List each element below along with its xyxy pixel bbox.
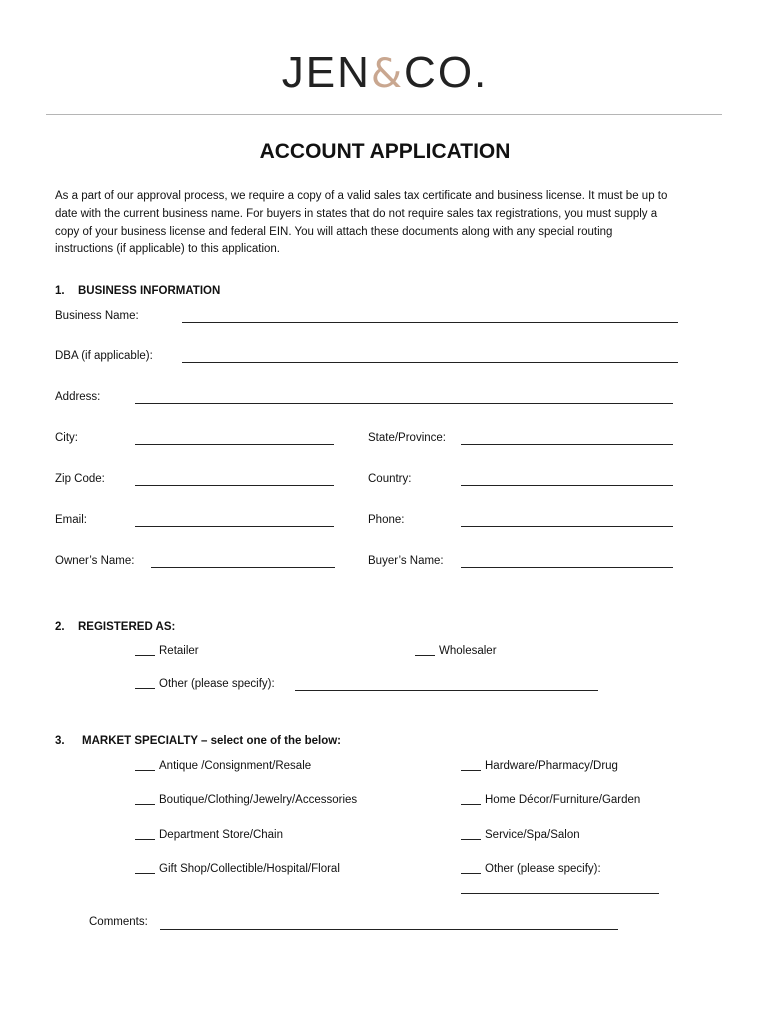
logo-ampersand: & — [370, 51, 405, 97]
business-name-label: Business Name: — [55, 310, 139, 322]
other-specialty-field[interactable] — [461, 893, 659, 894]
option-department-store[interactable] — [135, 829, 283, 841]
city-label: City: — [55, 432, 78, 444]
section-2-heading: REGISTERED AS: — [78, 621, 176, 633]
option-home-decor[interactable] — [461, 794, 640, 806]
buyer-name-field[interactable] — [461, 567, 673, 568]
option-label: Home Décor/Furniture/Garden — [485, 794, 641, 806]
option-retailer[interactable] — [135, 645, 199, 657]
checkbox-blank[interactable] — [135, 770, 155, 771]
option-hardware[interactable] — [461, 760, 618, 772]
option-other-registered[interactable] — [135, 678, 275, 690]
owner-name-label: Owner’s Name: — [55, 555, 135, 567]
checkbox-blank[interactable] — [461, 839, 481, 840]
dba-label: DBA (if applicable): — [55, 350, 153, 362]
option-label: Service/Spa/Salon — [485, 829, 580, 841]
company-logo — [0, 48, 770, 98]
checkbox-blank[interactable] — [415, 655, 435, 656]
intro-line: instructions (if applicable) to this application. — [55, 243, 281, 256]
option-label: Other (please specify): — [159, 678, 275, 690]
option-label: Boutique/Clothing/Jewelry/Accessories — [159, 794, 358, 806]
option-label: Hardware/Pharmacy/Drug — [485, 760, 618, 772]
owner-name-field[interactable] — [151, 567, 335, 568]
intro-paragraph — [55, 188, 725, 259]
section-1-number: 1. — [55, 285, 65, 297]
other-registered-field[interactable] — [295, 690, 598, 691]
option-service[interactable] — [461, 829, 580, 841]
address-field[interactable] — [135, 403, 673, 404]
intro-line: copy of your business license and federal EIN. You will attach these documents along with any special routing — [55, 225, 613, 238]
section-3-number: 3. — [55, 735, 65, 747]
checkbox-blank[interactable] — [461, 804, 481, 805]
email-field[interactable] — [135, 526, 334, 527]
logo-text-co: CO. — [404, 48, 489, 97]
intro-line: date with the current business name. For buyers in states that do not require sales tax registrations, you must supply a — [55, 207, 658, 220]
option-label: Other (please specify): — [485, 863, 601, 875]
comments-field[interactable] — [160, 929, 618, 930]
state-label: State/Province: — [368, 432, 446, 444]
country-label: Country: — [368, 473, 412, 485]
city-field[interactable] — [135, 444, 334, 445]
option-label: Retailer — [159, 645, 199, 657]
section-2-number: 2. — [55, 621, 65, 633]
phone-field[interactable] — [461, 526, 673, 527]
country-field[interactable] — [461, 485, 673, 486]
zip-label: Zip Code: — [55, 473, 105, 485]
dba-field[interactable] — [182, 362, 678, 363]
option-label: Antique /Consignment/Resale — [159, 760, 312, 772]
business-name-field[interactable] — [182, 322, 678, 323]
address-label: Address: — [55, 391, 101, 403]
section-1-heading: BUSINESS INFORMATION — [78, 285, 221, 297]
logo-text-jen: JEN — [281, 48, 371, 97]
checkbox-blank[interactable] — [135, 804, 155, 805]
intro-line: As a part of our approval process, we require a copy of a valid sales tax certificate and business license. It must be up to — [55, 190, 668, 202]
state-field[interactable] — [461, 444, 673, 445]
comments-label: Comments: — [89, 916, 148, 928]
header-divider — [46, 114, 722, 115]
option-boutique[interactable] — [135, 794, 357, 806]
checkbox-blank[interactable] — [135, 688, 155, 689]
option-label: Wholesaler — [439, 645, 497, 657]
checkbox-blank[interactable] — [135, 655, 155, 656]
option-label: Gift Shop/Collectible/Hospital/Floral — [159, 863, 340, 875]
option-gift-shop[interactable] — [135, 863, 340, 875]
page-title: ACCOUNT APPLICATION — [259, 140, 511, 163]
option-antique[interactable] — [135, 760, 311, 772]
checkbox-blank[interactable] — [135, 839, 155, 840]
zip-field[interactable] — [135, 485, 334, 486]
checkbox-blank[interactable] — [135, 873, 155, 874]
buyer-name-label: Buyer’s Name: — [368, 555, 444, 567]
checkbox-blank[interactable] — [461, 770, 481, 771]
option-other-specialty[interactable] — [461, 863, 601, 875]
section-3-heading: MARKET SPECIALTY – select one of the below: — [82, 735, 341, 747]
option-label: Department Store/Chain — [159, 829, 284, 841]
email-label: Email: — [55, 514, 87, 526]
option-wholesaler[interactable] — [415, 645, 497, 657]
phone-label: Phone: — [368, 514, 405, 526]
checkbox-blank[interactable] — [461, 873, 481, 874]
